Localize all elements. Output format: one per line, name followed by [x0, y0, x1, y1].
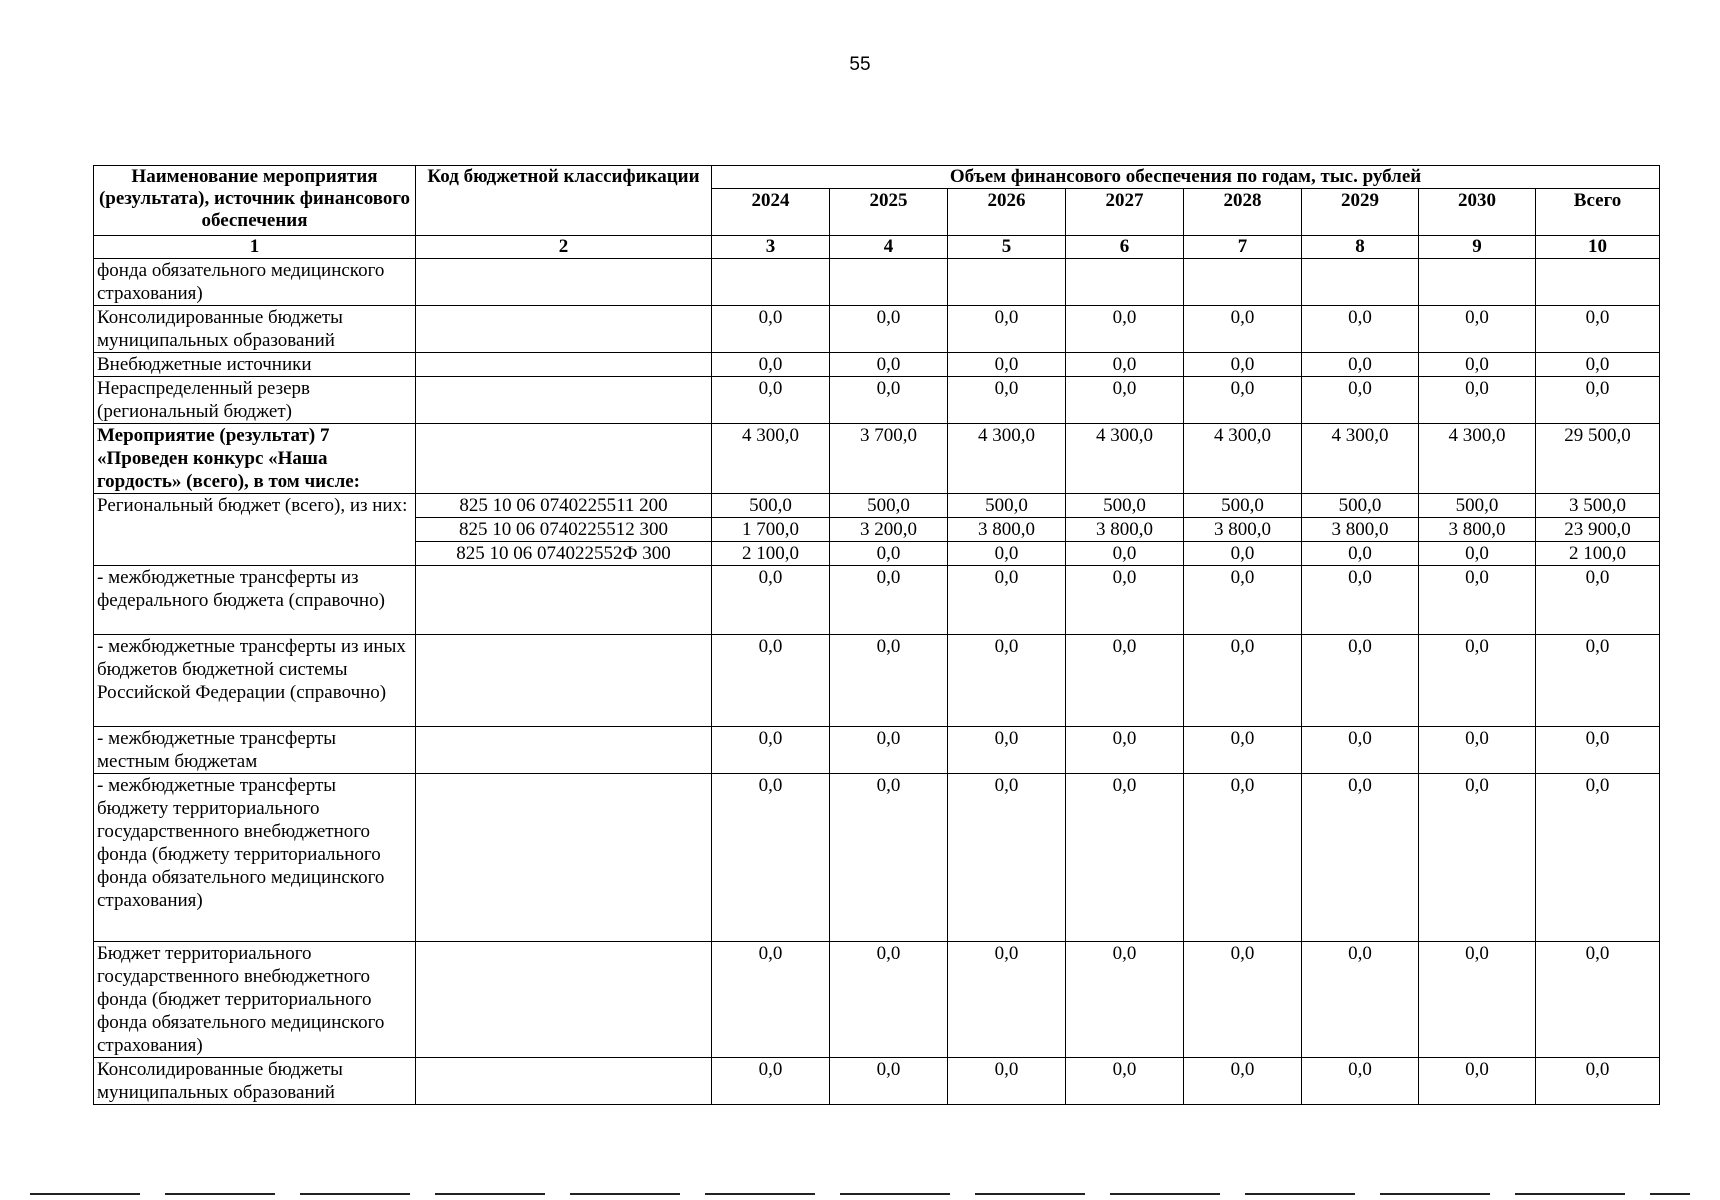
row-value: 0,0 [1066, 306, 1184, 353]
row-value: 500,0 [1419, 494, 1536, 518]
row-value: 0,0 [1302, 377, 1419, 424]
row-value: 0,0 [830, 1058, 948, 1105]
header-code: Код бюджетной классификации [416, 166, 712, 236]
row-value: 0,0 [1302, 306, 1419, 353]
row-value: 0,0 [948, 727, 1066, 774]
row-total: 3 500,0 [1536, 494, 1660, 518]
row-value: 0,0 [948, 774, 1066, 942]
row-name: Региональный бюджет (всего), из них: [94, 494, 416, 566]
row-value: 0,0 [830, 566, 948, 635]
row-value: 0,0 [712, 353, 830, 377]
row-code: 825 10 06 074022552Ф 300 [416, 542, 712, 566]
row-code [416, 306, 712, 353]
row-value: 0,0 [1184, 542, 1302, 566]
row-value: 0,0 [1066, 774, 1184, 942]
header-total: Всего [1536, 189, 1660, 236]
row-value: 500,0 [830, 494, 948, 518]
row-total: 0,0 [1536, 635, 1660, 727]
column-number: 4 [830, 236, 948, 259]
row-value: 0,0 [712, 566, 830, 635]
row-value: 3 800,0 [948, 518, 1066, 542]
row-value: 4 300,0 [712, 424, 830, 494]
row-value: 500,0 [712, 494, 830, 518]
column-number: 6 [1066, 236, 1184, 259]
row-value: 0,0 [948, 635, 1066, 727]
row-value: 0,0 [948, 377, 1066, 424]
row-code [416, 259, 712, 306]
row-value: 0,0 [1066, 542, 1184, 566]
row-value: 0,0 [830, 542, 948, 566]
row-value: 500,0 [1066, 494, 1184, 518]
row-code: 825 10 06 0740225511 200 [416, 494, 712, 518]
row-value: 0,0 [1419, 542, 1536, 566]
column-numbers-row [94, 236, 1660, 259]
table-row [94, 635, 1660, 727]
row-value [1302, 259, 1419, 306]
row-value: 0,0 [830, 942, 948, 1058]
row-code [416, 727, 712, 774]
header-year: 2025 [830, 189, 948, 236]
row-total: 23 900,0 [1536, 518, 1660, 542]
row-value: 0,0 [712, 377, 830, 424]
row-value: 3 800,0 [1419, 518, 1536, 542]
row-name: Внебюджетные источники [94, 353, 416, 377]
row-total: 0,0 [1536, 566, 1660, 635]
row-code [416, 424, 712, 494]
column-number: 7 [1184, 236, 1302, 259]
row-value: 0,0 [1419, 635, 1536, 727]
row-value: 0,0 [712, 774, 830, 942]
row-value: 0,0 [1066, 566, 1184, 635]
page-number: 55 [849, 54, 871, 75]
row-value: 0,0 [830, 353, 948, 377]
row-value: 0,0 [830, 377, 948, 424]
row-value: 0,0 [1302, 774, 1419, 942]
row-value: 0,0 [712, 306, 830, 353]
row-value: 0,0 [1066, 635, 1184, 727]
row-value: 1 700,0 [712, 518, 830, 542]
row-value: 0,0 [1066, 1058, 1184, 1105]
row-total: 29 500,0 [1536, 424, 1660, 494]
header-year: 2027 [1066, 189, 1184, 236]
row-value: 500,0 [1184, 494, 1302, 518]
row-value: 0,0 [1302, 1058, 1419, 1105]
row-name: Мероприятие (результат) 7 «Проведен конкурс «Наша гордость» (всего), в том числе: [94, 424, 416, 494]
header-group: Объем финансового обеспечения по годам, тыс. рублей [712, 166, 1660, 189]
financing-table [93, 165, 1660, 1105]
column-number: 2 [416, 236, 712, 259]
row-value: 0,0 [1302, 353, 1419, 377]
row-total: 2 100,0 [1536, 542, 1660, 566]
row-value: 0,0 [1419, 353, 1536, 377]
table-row [94, 727, 1660, 774]
column-number: 9 [1419, 236, 1536, 259]
row-value: 0,0 [712, 635, 830, 727]
row-value: 0,0 [948, 542, 1066, 566]
row-value: 3 200,0 [830, 518, 948, 542]
table-row [94, 259, 1660, 306]
table-row [94, 566, 1660, 635]
row-value: 0,0 [1184, 774, 1302, 942]
row-name: Консолидированные бюджеты муниципальных образований [94, 1058, 416, 1105]
row-value: 0,0 [1184, 942, 1302, 1058]
row-value: 0,0 [1302, 727, 1419, 774]
row-value: 0,0 [1302, 566, 1419, 635]
row-value: 0,0 [1184, 377, 1302, 424]
row-value: 0,0 [1066, 942, 1184, 1058]
table-row [94, 377, 1660, 424]
row-name: фонда обязательного медицинского страхования) [94, 259, 416, 306]
row-value: 0,0 [1184, 566, 1302, 635]
row-name: - межбюджетные трансферты из федерального бюджета (справочно) [94, 566, 416, 635]
row-name: Консолидированные бюджеты муниципальных образований [94, 306, 416, 353]
column-number: 1 [94, 236, 416, 259]
table-row [94, 942, 1660, 1058]
row-value: 4 300,0 [1184, 424, 1302, 494]
row-value: 0,0 [948, 353, 1066, 377]
row-value: 3 800,0 [1066, 518, 1184, 542]
header-year: 2028 [1184, 189, 1302, 236]
row-value: 3 800,0 [1184, 518, 1302, 542]
row-value: 3 800,0 [1302, 518, 1419, 542]
row-value [1419, 259, 1536, 306]
row-code [416, 774, 712, 942]
row-name: - межбюджетные трансферты бюджету территориального государственного внебюджетного фонда (бюджету территориального фонда обязательного медицинского страхования) [94, 774, 416, 942]
row-value: 500,0 [1302, 494, 1419, 518]
row-value: 0,0 [1419, 566, 1536, 635]
row-value: 0,0 [1066, 377, 1184, 424]
row-value: 0,0 [712, 942, 830, 1058]
row-name: - межбюджетные трансферты из иных бюджетов бюджетной системы Российской Федерации (справочно) [94, 635, 416, 727]
row-value [830, 259, 948, 306]
row-value: 0,0 [1302, 635, 1419, 727]
header-year: 2024 [712, 189, 830, 236]
row-value: 0,0 [948, 942, 1066, 1058]
row-name: Нераспределенный резерв (региональный бюджет) [94, 377, 416, 424]
bottom-rule [30, 1193, 1690, 1195]
row-value: 0,0 [1184, 353, 1302, 377]
row-value: 0,0 [948, 566, 1066, 635]
header-year: 2030 [1419, 189, 1536, 236]
header-name: Наименование мероприятия (результата), источник финансового обеспечения [94, 166, 416, 236]
row-value: 0,0 [712, 727, 830, 774]
row-value: 3 700,0 [830, 424, 948, 494]
row-value: 0,0 [830, 774, 948, 942]
table-row [94, 1058, 1660, 1105]
row-value [1184, 259, 1302, 306]
row-value: 0,0 [1419, 1058, 1536, 1105]
row-value: 4 300,0 [1066, 424, 1184, 494]
table-row [94, 306, 1660, 353]
row-code [416, 377, 712, 424]
row-value: 0,0 [1419, 377, 1536, 424]
row-total: 0,0 [1536, 377, 1660, 424]
row-value: 0,0 [1419, 727, 1536, 774]
row-value: 0,0 [1302, 542, 1419, 566]
header-year: 2029 [1302, 189, 1419, 236]
row-value: 0,0 [1184, 306, 1302, 353]
row-value: 4 300,0 [1302, 424, 1419, 494]
row-value: 0,0 [1419, 774, 1536, 942]
row-value: 0,0 [1066, 353, 1184, 377]
row-value: 0,0 [1066, 727, 1184, 774]
row-value: 2 100,0 [712, 542, 830, 566]
row-value: 0,0 [830, 727, 948, 774]
table-row [94, 494, 1660, 518]
header-year: 2026 [948, 189, 1066, 236]
column-number: 10 [1536, 236, 1660, 259]
row-value: 0,0 [830, 306, 948, 353]
column-number: 3 [712, 236, 830, 259]
row-value: 0,0 [1184, 635, 1302, 727]
row-value: 0,0 [948, 1058, 1066, 1105]
row-code [416, 566, 712, 635]
row-value: 500,0 [948, 494, 1066, 518]
row-code [416, 1058, 712, 1105]
table-row [94, 424, 1660, 494]
row-total: 0,0 [1536, 1058, 1660, 1105]
row-code: 825 10 06 0740225512 300 [416, 518, 712, 542]
row-value [948, 259, 1066, 306]
row-code [416, 353, 712, 377]
row-value: 0,0 [830, 635, 948, 727]
row-total: 0,0 [1536, 774, 1660, 942]
column-number: 5 [948, 236, 1066, 259]
row-value: 0,0 [948, 306, 1066, 353]
row-code [416, 942, 712, 1058]
row-value: 4 300,0 [1419, 424, 1536, 494]
table-row [94, 774, 1660, 942]
row-name: - межбюджетные трансферты местным бюджетам [94, 727, 416, 774]
row-total [1536, 259, 1660, 306]
row-code [416, 635, 712, 727]
table-row [94, 353, 1660, 377]
row-value: 4 300,0 [948, 424, 1066, 494]
row-value: 0,0 [1302, 942, 1419, 1058]
row-total: 0,0 [1536, 306, 1660, 353]
row-value: 0,0 [1184, 1058, 1302, 1105]
row-value [712, 259, 830, 306]
row-total: 0,0 [1536, 727, 1660, 774]
column-number: 8 [1302, 236, 1419, 259]
row-value: 0,0 [1419, 306, 1536, 353]
row-total: 0,0 [1536, 942, 1660, 1058]
row-total: 0,0 [1536, 353, 1660, 377]
row-value [1066, 259, 1184, 306]
row-value: 0,0 [712, 1058, 830, 1105]
row-name: Бюджет территориального государственного внебюджетного фонда (бюджет территориального фонда обязательного медицинского страхования) [94, 942, 416, 1058]
row-value: 0,0 [1419, 942, 1536, 1058]
row-value: 0,0 [1184, 727, 1302, 774]
